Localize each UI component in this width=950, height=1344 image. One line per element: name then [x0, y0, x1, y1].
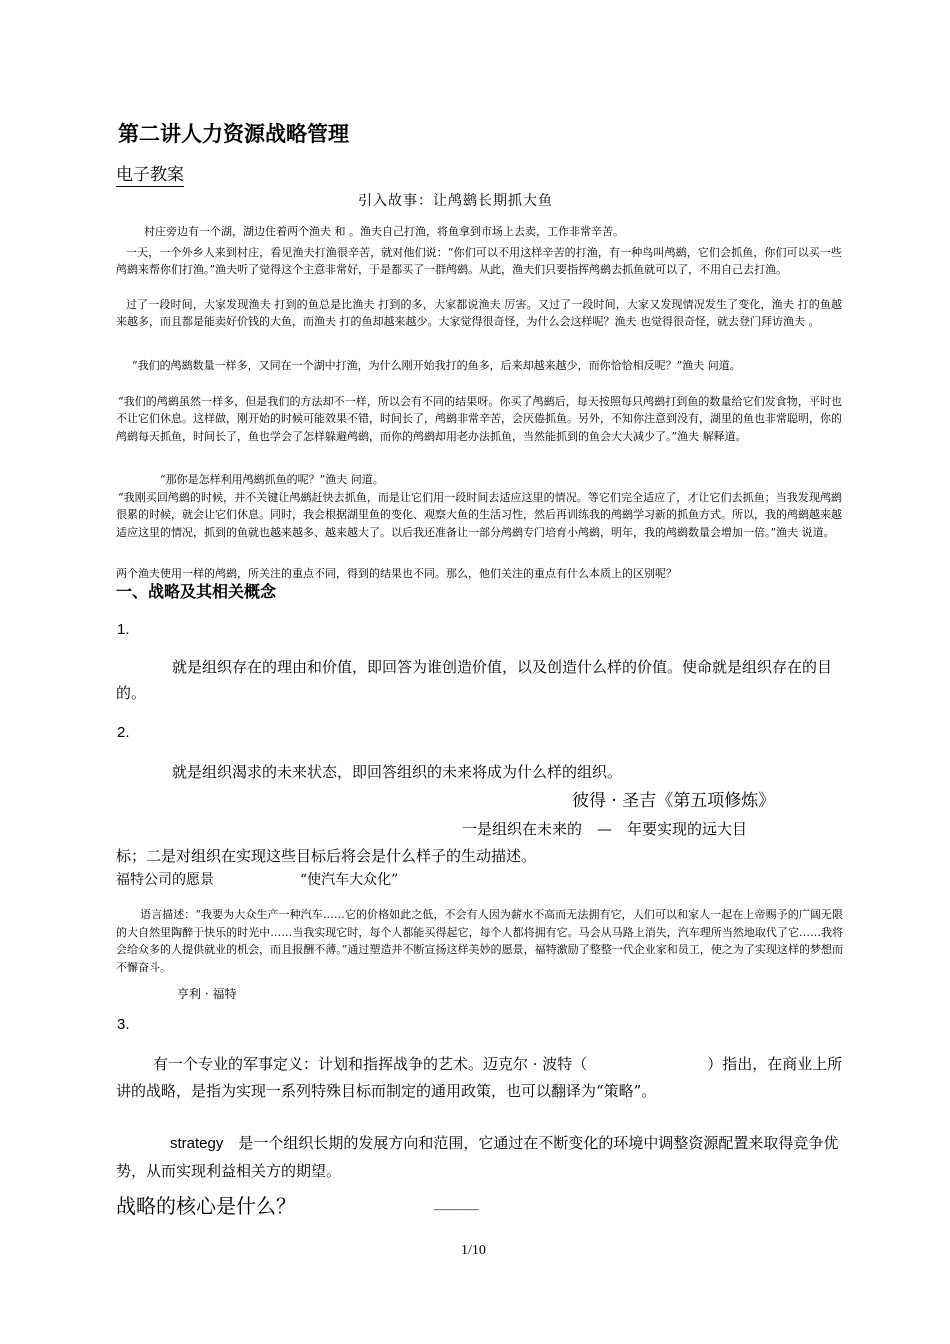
story-paragraph: “那你是怎样利用鸬鹚抓鱼的呢？”渔夫 问道。 [160, 473, 384, 486]
mission-definition: 就是组织存在的理由和价值，即回答为谁创造价值，以及创造什么样的价值。使命就是组织存在的目的。 [116, 658, 833, 702]
item-number-2: 2. [117, 724, 130, 741]
vision-components-line1: 一是组织在未来的 — 年要实现的远大目 [462, 820, 748, 838]
story-paragraph: “我们的鸬鹚数量一样多，又同在一个湖中打渔，为什么刚开始我打的鱼多，后来却越来越少，而你恰恰相反呢？”渔夫 问道。 [132, 359, 741, 372]
answer-blank: _____ [434, 1195, 479, 1212]
ford-vision-slogan: “使汽车大众化” [300, 872, 399, 888]
strategy-business-text: 是一个组织长期的发展方向和范围，它通过在不断变化的环境中调整资源配置来取得竞争优势，从而实现利益相关方的期望。 [116, 1134, 839, 1180]
ford-vision-label: 福特公司的愿景 [116, 872, 214, 888]
item-number-1: 1. [117, 621, 130, 638]
page-number: 1/10 [461, 1243, 486, 1258]
strategy-business-definition [116, 1130, 843, 1184]
story-paragraph: 一天，一个外乡人来到村庄，看见渔夫打渔很辛苦，就对他们说：“你们可以不用这样辛苦的打渔，有一种鸟叫鸬鹚，它们会抓鱼，你们可以买一些鸬鹚来帮你们打渔。”渔夫听了觉得这个主意非常好，于是都买了一群鸬鹚。从此，渔夫们只要指挥鸬鹚去抓鱼就可以了，不用自己去打渔。 [116, 246, 842, 277]
document-subtitle: 电子教案 [116, 160, 184, 187]
story-conclusion: 两个渔夫使用一样的鸬鹚，所关注的重点不同，得到的结果也不同。那么，他们关注的重点有什么本质上的区别呢？ [116, 567, 677, 580]
story-paragraph: 村庄旁边有一个湖，湖边住着两个渔夫 和 。渔夫自己打渔，将鱼拿到市场上去卖，工作非常辛苦。 [144, 225, 624, 238]
ford-author: 亨利 · 福特 [177, 987, 237, 1001]
strategy-term: strategy [170, 1135, 224, 1152]
vision-components-line2: 标；二是对组织在实现这些目标后将会是什么样子的生动描述。 [116, 847, 537, 865]
story-title: 引入故事：让鸬鹚长期抓大鱼 [358, 193, 553, 209]
item-number-3: 3. [117, 1016, 130, 1033]
vision-definition: 就是组织渴求的未来状态，即回答组织的未来将成为什么样的组织。 [172, 763, 623, 781]
section-heading: 一、战略及其相关概念 [116, 582, 277, 601]
story-paragraph: “我刚买回鸬鹚的时候，并不关键让鸬鹚赶快去抓鱼，而是让它们用一段时间去适应这里的情况。等它们完全适应了，才让它们去抓鱼；当我发现鸬鹚很累的时候，就会让它们休息。同时，我会根据湖里鱼的变化、观察大鱼的生活习性，然后再训练我的鸬鹚学习新的抓鱼方式。所以，我的鸬鹚越来越适应这里的情况，抓到的鱼就也越来越多、越来越大了。以后我还准备让一部分鸬鹚专门培育小鸬鹚，明年，我的鸬鹚数量会增加一倍。”渔夫 说道。 [116, 491, 842, 539]
vision-quote-author: 彼得 · 圣吉《第五项修炼》 [572, 791, 776, 811]
core-question: 战略的核心是什么？ [116, 1194, 296, 1218]
story-paragraph: 过了一段时间，大家发现渔夫 打到的鱼总是比渔夫 打到的多，大家都说渔夫 厉害。又过了一段时间，大家又发现情况发生了变化，渔夫 打的鱼越来越多，而且都是能卖好价钱的大鱼，而渔夫 打的鱼却越来越少。大家觉得很奇怪，为什么会这样呢？渔夫 也觉得很奇怪，就去登门拜访渔夫 。 [116, 298, 842, 329]
story-paragraph: “我们的鸬鹚虽然一样多，但是我们的方法却不一样，所以会有不同的结果呀。你买了鸬鹚后，每天按照每只鸬鹚打到鱼的数量给它们发食物，平时也不让它们休息。这样做，刚开始的时候可能效果不错，时间长了，鸬鹚非常辛苦，会厌倦抓鱼。另外，不知你注意到没有，湖里的鱼也非常聪明，你的鸬鹚每天抓鱼，时间长了，鱼也学会了怎样躲避鸬鹚，而你的鸬鹚却用老办法抓鱼，当然能抓到的鱼会大大减少了。”渔夫 解释道。 [116, 395, 842, 443]
ford-vision-description: 语言描述：“我要为大众生产一种汽车……它的价格如此之低，不会有人因为薪水不高而无法拥有它，人们可以和家人一起在上帝赐予的广阔无限的大自然里陶醉于快乐的时光中……当我实现它时，每个人都能买得起它，每个人都将拥有它。马会从马路上消失，汽车理所当然地取代了它……我将会给众多的人提供就业的机会，而且报酬不薄。”通过塑造并不断宣扬这样美妙的愿景，福特激励了整整一代企业家和员工，使之为了实现这样的梦想而不懈奋斗。 [116, 908, 843, 974]
document-title: 第二讲人力资源战略管理 [118, 121, 349, 146]
strategy-military-definition: 有一个专业的军事定义：计划和指挥战争的艺术。迈克尔 · 波特（ ）指出，在商业上所讲的战略，是指为实现一系列特殊目标而制定的通用政策，也可以翻译为“策略”。 [116, 1055, 843, 1100]
